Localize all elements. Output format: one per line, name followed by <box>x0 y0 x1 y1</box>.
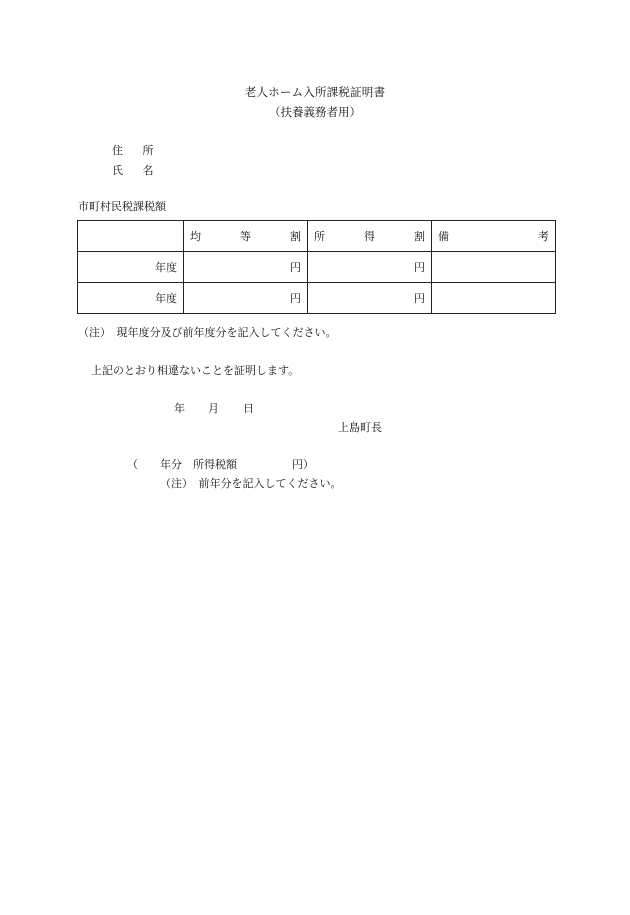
table-row <box>78 252 556 283</box>
header-bikou <box>432 221 556 252</box>
header-char: 考 <box>538 230 549 243</box>
bikou-cell <box>432 252 556 283</box>
header-bikou-text <box>438 228 549 244</box>
bikou-cell <box>432 283 556 314</box>
header-char: 割 <box>414 230 425 243</box>
kintouwari-cell: 円 <box>184 252 308 283</box>
kintouwari-cell: 円 <box>184 283 308 314</box>
tax-heading: 市町村民税課税額 <box>78 200 166 213</box>
year-cell: 年度 <box>78 252 184 283</box>
date-month: 月 <box>208 402 219 415</box>
date-day: 日 <box>243 402 254 415</box>
header-kintouwari <box>184 221 308 252</box>
table-header-row <box>78 221 556 252</box>
shotokuwari-cell: 円 <box>308 252 432 283</box>
document-title: 老人ホーム入所課税証明書 <box>244 85 386 99</box>
header-char: 得 <box>364 230 375 243</box>
note-prev-year: （注） 前年分を記入してください。 <box>160 477 342 490</box>
table-row <box>78 283 556 314</box>
year-cell: 年度 <box>78 283 184 314</box>
header-char: 割 <box>290 230 301 243</box>
document-subtitle: （扶養義務者用） <box>269 105 361 119</box>
mayor-signature: 上島町長 <box>338 421 382 434</box>
date-year: 年 <box>174 402 185 415</box>
header-char: 所 <box>314 230 325 243</box>
header-empty-cell <box>78 221 184 252</box>
shotokuwari-cell: 円 <box>308 283 432 314</box>
prev-year-income-tax: （ 年分 所得税額 円） <box>127 458 314 471</box>
header-char: 備 <box>438 230 449 243</box>
name-label: 氏 名 <box>112 164 162 177</box>
note-current-year: （注） 現年度分及び前年度分を記入してください。 <box>78 326 337 339</box>
header-shotokuwari <box>308 221 432 252</box>
header-char: 等 <box>240 230 251 243</box>
certification-statement: 上記のとおり相違ないことを証明します。 <box>91 364 300 377</box>
address-label: 住 所 <box>112 144 162 157</box>
header-char: 均 <box>190 230 201 243</box>
header-kintouwari-text <box>190 228 301 244</box>
header-shotokuwari-text <box>314 228 425 244</box>
tax-table <box>77 220 556 314</box>
